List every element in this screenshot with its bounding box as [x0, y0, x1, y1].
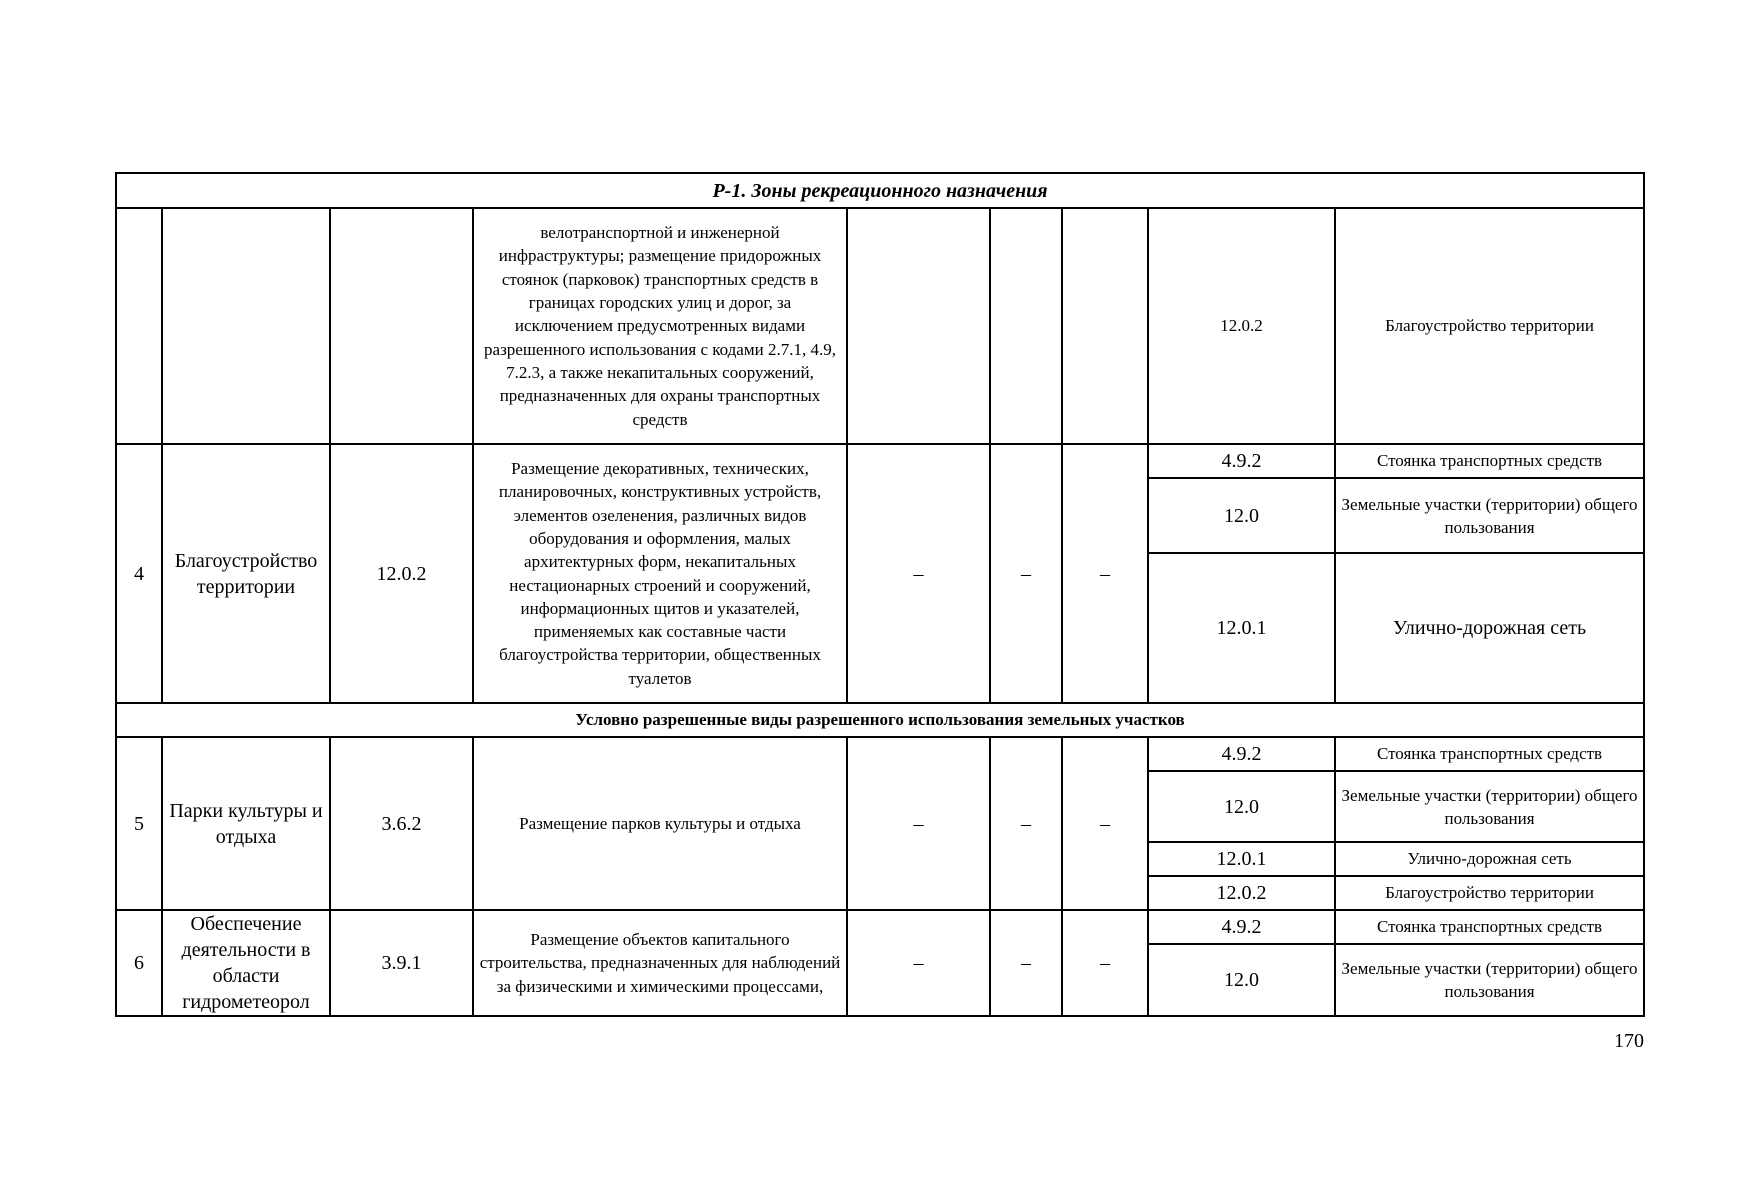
cell-param-2: – [990, 910, 1062, 1016]
cell-aux-code: 4.9.2 [1148, 737, 1335, 771]
cell-param-1: – [847, 444, 990, 703]
cell-param-2: – [990, 444, 1062, 703]
table-row [116, 444, 1644, 478]
cell-param-1: – [847, 737, 990, 910]
cell-aux-name: Земельные участки (территории) общего пользования [1335, 944, 1644, 1016]
cell-aux-name: Улично-дорожная сеть [1335, 553, 1644, 703]
cell-num: 4 [116, 444, 162, 703]
cell-aux-code: 12.0.1 [1148, 842, 1335, 876]
cell-code: 3.9.1 [330, 910, 473, 1016]
cell-param-1 [847, 208, 990, 444]
cell-param-3: – [1062, 910, 1148, 1016]
cell-description: велотранспортной и инженерной инфраструктуры; размещение придорожных стоянок (парковок) транспортных средств в границах городских улиц и дорог, за исключением предусмотренных видами разрешенного использования с кодами 2.7.1, 4.9, 7.2.3, а также некапитальных сооружений, предназначенных для охраны транспортных средств [473, 208, 847, 444]
section-header: Условно разрешенные виды разрешенного использования земельных участков [116, 703, 1644, 737]
cell-description: Размещение объектов капитального строительства, предназначенных для наблюдений за физическими и химическими процессами, [473, 910, 847, 1016]
cell-param-2: – [990, 737, 1062, 910]
cell-aux-code: 12.0 [1148, 944, 1335, 1016]
cell-aux-code: 4.9.2 [1148, 910, 1335, 944]
cell-description: Размещение парков культуры и отдыха [473, 737, 847, 910]
cell-name [162, 208, 330, 444]
cell-aux-name: Стоянка транспортных средств [1335, 737, 1644, 771]
page-number: 170 [1614, 1030, 1644, 1052]
table-row-continued [116, 208, 1644, 444]
cell-code [330, 208, 473, 444]
cell-param-3: – [1062, 737, 1148, 910]
zone-title: Р-1. Зоны рекреационного назначения [116, 173, 1644, 208]
cell-aux-code: 12.0.2 [1148, 876, 1335, 910]
cell-num [116, 208, 162, 444]
cell-aux-name: Благоустройство территории [1335, 208, 1644, 444]
cell-aux-name: Стоянка транспортных средств [1335, 910, 1644, 944]
cell-param-1: – [847, 910, 990, 1016]
cell-aux-code: 12.0 [1148, 771, 1335, 842]
cell-name: Благоустройство территории [162, 444, 330, 703]
cell-num: 5 [116, 737, 162, 910]
cell-param-3: – [1062, 444, 1148, 703]
table-row [116, 737, 1644, 771]
cell-aux-code: 12.0.2 [1148, 208, 1335, 444]
table-row [116, 910, 1644, 944]
cell-aux-code: 12.0 [1148, 478, 1335, 553]
cell-aux-name: Стоянка транспортных средств [1335, 444, 1644, 478]
cell-aux-name: Улично-дорожная сеть [1335, 842, 1644, 876]
cell-param-3 [1062, 208, 1148, 444]
cell-aux-name: Благоустройство территории [1335, 876, 1644, 910]
cell-name: Парки культуры и отдыха [162, 737, 330, 910]
cell-description: Размещение декоративных, технических, планировочных, конструктивных устройств, элементов озеленения, различных видов оборудования и оформления, малых архитектурных форм, некапитальных нестационарных строений и сооружений, информационных щитов и указателей, применяемых как составные части благоустройства территории, общественных туалетов [473, 444, 847, 703]
cell-code: 12.0.2 [330, 444, 473, 703]
cell-name: Обеспечение деятельности в области гидрометеорол [162, 910, 330, 1016]
cell-aux-name: Земельные участки (территории) общего пользования [1335, 478, 1644, 553]
cell-param-2 [990, 208, 1062, 444]
cell-code: 3.6.2 [330, 737, 473, 910]
cell-num: 6 [116, 910, 162, 1016]
cell-aux-code: 4.9.2 [1148, 444, 1335, 478]
cell-aux-code: 12.0.1 [1148, 553, 1335, 703]
land-use-table [115, 172, 1645, 1017]
cell-aux-name: Земельные участки (территории) общего пользования [1335, 771, 1644, 842]
